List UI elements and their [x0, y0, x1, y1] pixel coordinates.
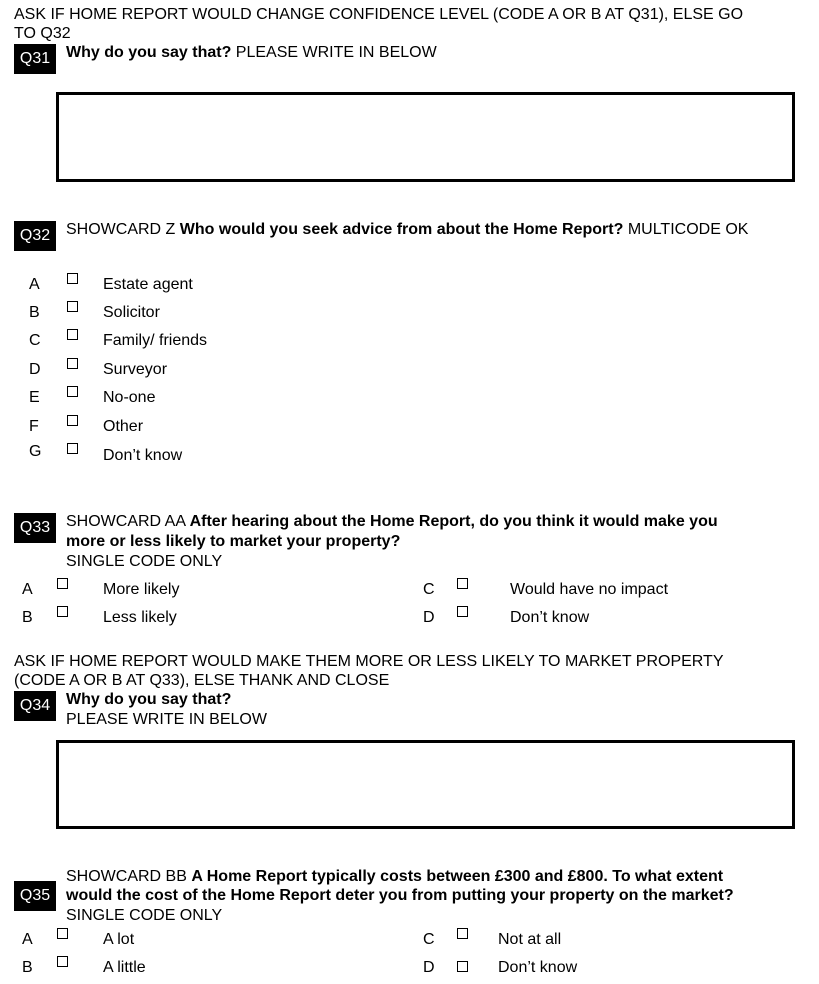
q35-code-d: D: [423, 959, 435, 976]
q33-instruction: SINGLE CODE ONLY: [66, 553, 223, 570]
q31-instruction: PLEASE WRITE IN BELOW: [231, 44, 437, 61]
q32-code-b: B: [29, 304, 40, 321]
q33-question-line2: more or less likely to market your property?: [66, 533, 401, 550]
q33-option-a: More likely: [103, 581, 180, 598]
q35-code-b: B: [22, 959, 33, 976]
q35-checkbox-a[interactable]: [57, 928, 68, 939]
q34-write-in-box[interactable]: [56, 740, 795, 829]
q33-checkbox-c[interactable]: [457, 578, 468, 589]
q32-showcard: SHOWCARD Z: [66, 221, 180, 238]
q35-option-b: A little: [103, 959, 146, 976]
q32-option-g: Don’t know: [103, 447, 183, 464]
q32-question: Who would you seek advice from about the Home Report?: [179, 221, 624, 238]
q35-checkbox-b[interactable]: [57, 956, 68, 967]
q32-checkbox-b[interactable]: [67, 301, 78, 312]
q35-showcard: SHOWCARD BB: [66, 868, 192, 885]
q34-routing-line2: (CODE A OR B AT Q33), ELSE THANK AND CLOSE: [14, 672, 390, 689]
q35-question-text: [66, 867, 723, 886]
q35-question-line1: A Home Report typically costs between £300 and £800. To what extent: [191, 868, 724, 885]
q32-option-d: Surveyor: [103, 361, 168, 378]
q35-code-a: A: [22, 931, 33, 948]
q31-question-text: [66, 43, 437, 62]
q35-question-line2: would the cost of the Home Report deter you from putting your property on the market?: [66, 887, 734, 904]
q32-code-g: G: [29, 443, 42, 460]
q35-instruction: SINGLE CODE ONLY: [66, 907, 223, 924]
q32-option-b: Solicitor: [103, 304, 160, 321]
q33-code-a: A: [22, 581, 33, 598]
q33-question-text: [66, 512, 718, 531]
q32-code-d: D: [29, 361, 41, 378]
q32-checkbox-a[interactable]: [67, 273, 78, 284]
q34-number: Q34: [14, 691, 56, 721]
q32-code-c: C: [29, 332, 41, 349]
q34-question: Why do you say that?: [66, 691, 232, 708]
q33-code-b: B: [22, 609, 33, 626]
q32-number: Q32: [14, 221, 56, 251]
q32-question-text: [66, 220, 748, 239]
q33-code-d: D: [423, 609, 435, 626]
q34-routing-line1: ASK IF HOME REPORT WOULD MAKE THEM MORE OR LESS LIKELY TO MARKET PROPERTY: [14, 653, 724, 670]
q33-number: Q33: [14, 513, 56, 543]
q32-option-e: No-one: [103, 389, 156, 406]
q32-checkbox-f[interactable]: [67, 415, 78, 426]
q31-write-in-box[interactable]: [56, 92, 795, 182]
q35-number: Q35: [14, 881, 56, 911]
q32-instruction: MULTICODE OK: [623, 221, 749, 238]
q32-checkbox-e[interactable]: [67, 386, 78, 397]
q33-showcard: SHOWCARD AA: [66, 513, 190, 530]
q32-checkbox-d[interactable]: [67, 358, 78, 369]
q33-checkbox-d[interactable]: [457, 606, 468, 617]
q33-question-line1: After hearing about the Home Report, do you think it would make you: [189, 513, 718, 530]
q33-checkbox-a[interactable]: [57, 578, 68, 589]
q33-option-b: Less likely: [103, 609, 177, 626]
q35-option-d: Don’t know: [498, 959, 578, 976]
q32-code-e: E: [29, 389, 40, 406]
q35-option-c: Not at all: [498, 931, 562, 948]
q31-routing-line1: ASK IF HOME REPORT WOULD CHANGE CONFIDENCE LEVEL (CODE A OR B AT Q31), ELSE GO: [14, 6, 744, 23]
q32-option-c: Family/ friends: [103, 332, 208, 349]
q35-option-a: A lot: [103, 931, 135, 948]
q33-option-d: Don’t know: [510, 609, 590, 626]
q33-code-c: C: [423, 581, 435, 598]
q35-checkbox-c[interactable]: [457, 928, 468, 939]
q35-checkbox-d[interactable]: [457, 961, 468, 972]
q32-code-a: A: [29, 276, 40, 293]
q32-code-f: F: [29, 418, 39, 435]
q33-option-c: Would have no impact: [510, 581, 669, 598]
q32-option-a: Estate agent: [103, 276, 193, 293]
q31-question: Why do you say that?: [66, 44, 232, 61]
q32-checkbox-g[interactable]: [67, 443, 78, 454]
q35-code-c: C: [423, 931, 435, 948]
q32-option-f: Other: [103, 418, 144, 435]
q34-instruction: PLEASE WRITE IN BELOW: [66, 711, 267, 728]
q31-number: Q31: [14, 44, 56, 74]
q31-routing-line2: TO Q32: [14, 25, 71, 42]
q32-checkbox-c[interactable]: [67, 329, 78, 340]
q33-checkbox-b[interactable]: [57, 606, 68, 617]
